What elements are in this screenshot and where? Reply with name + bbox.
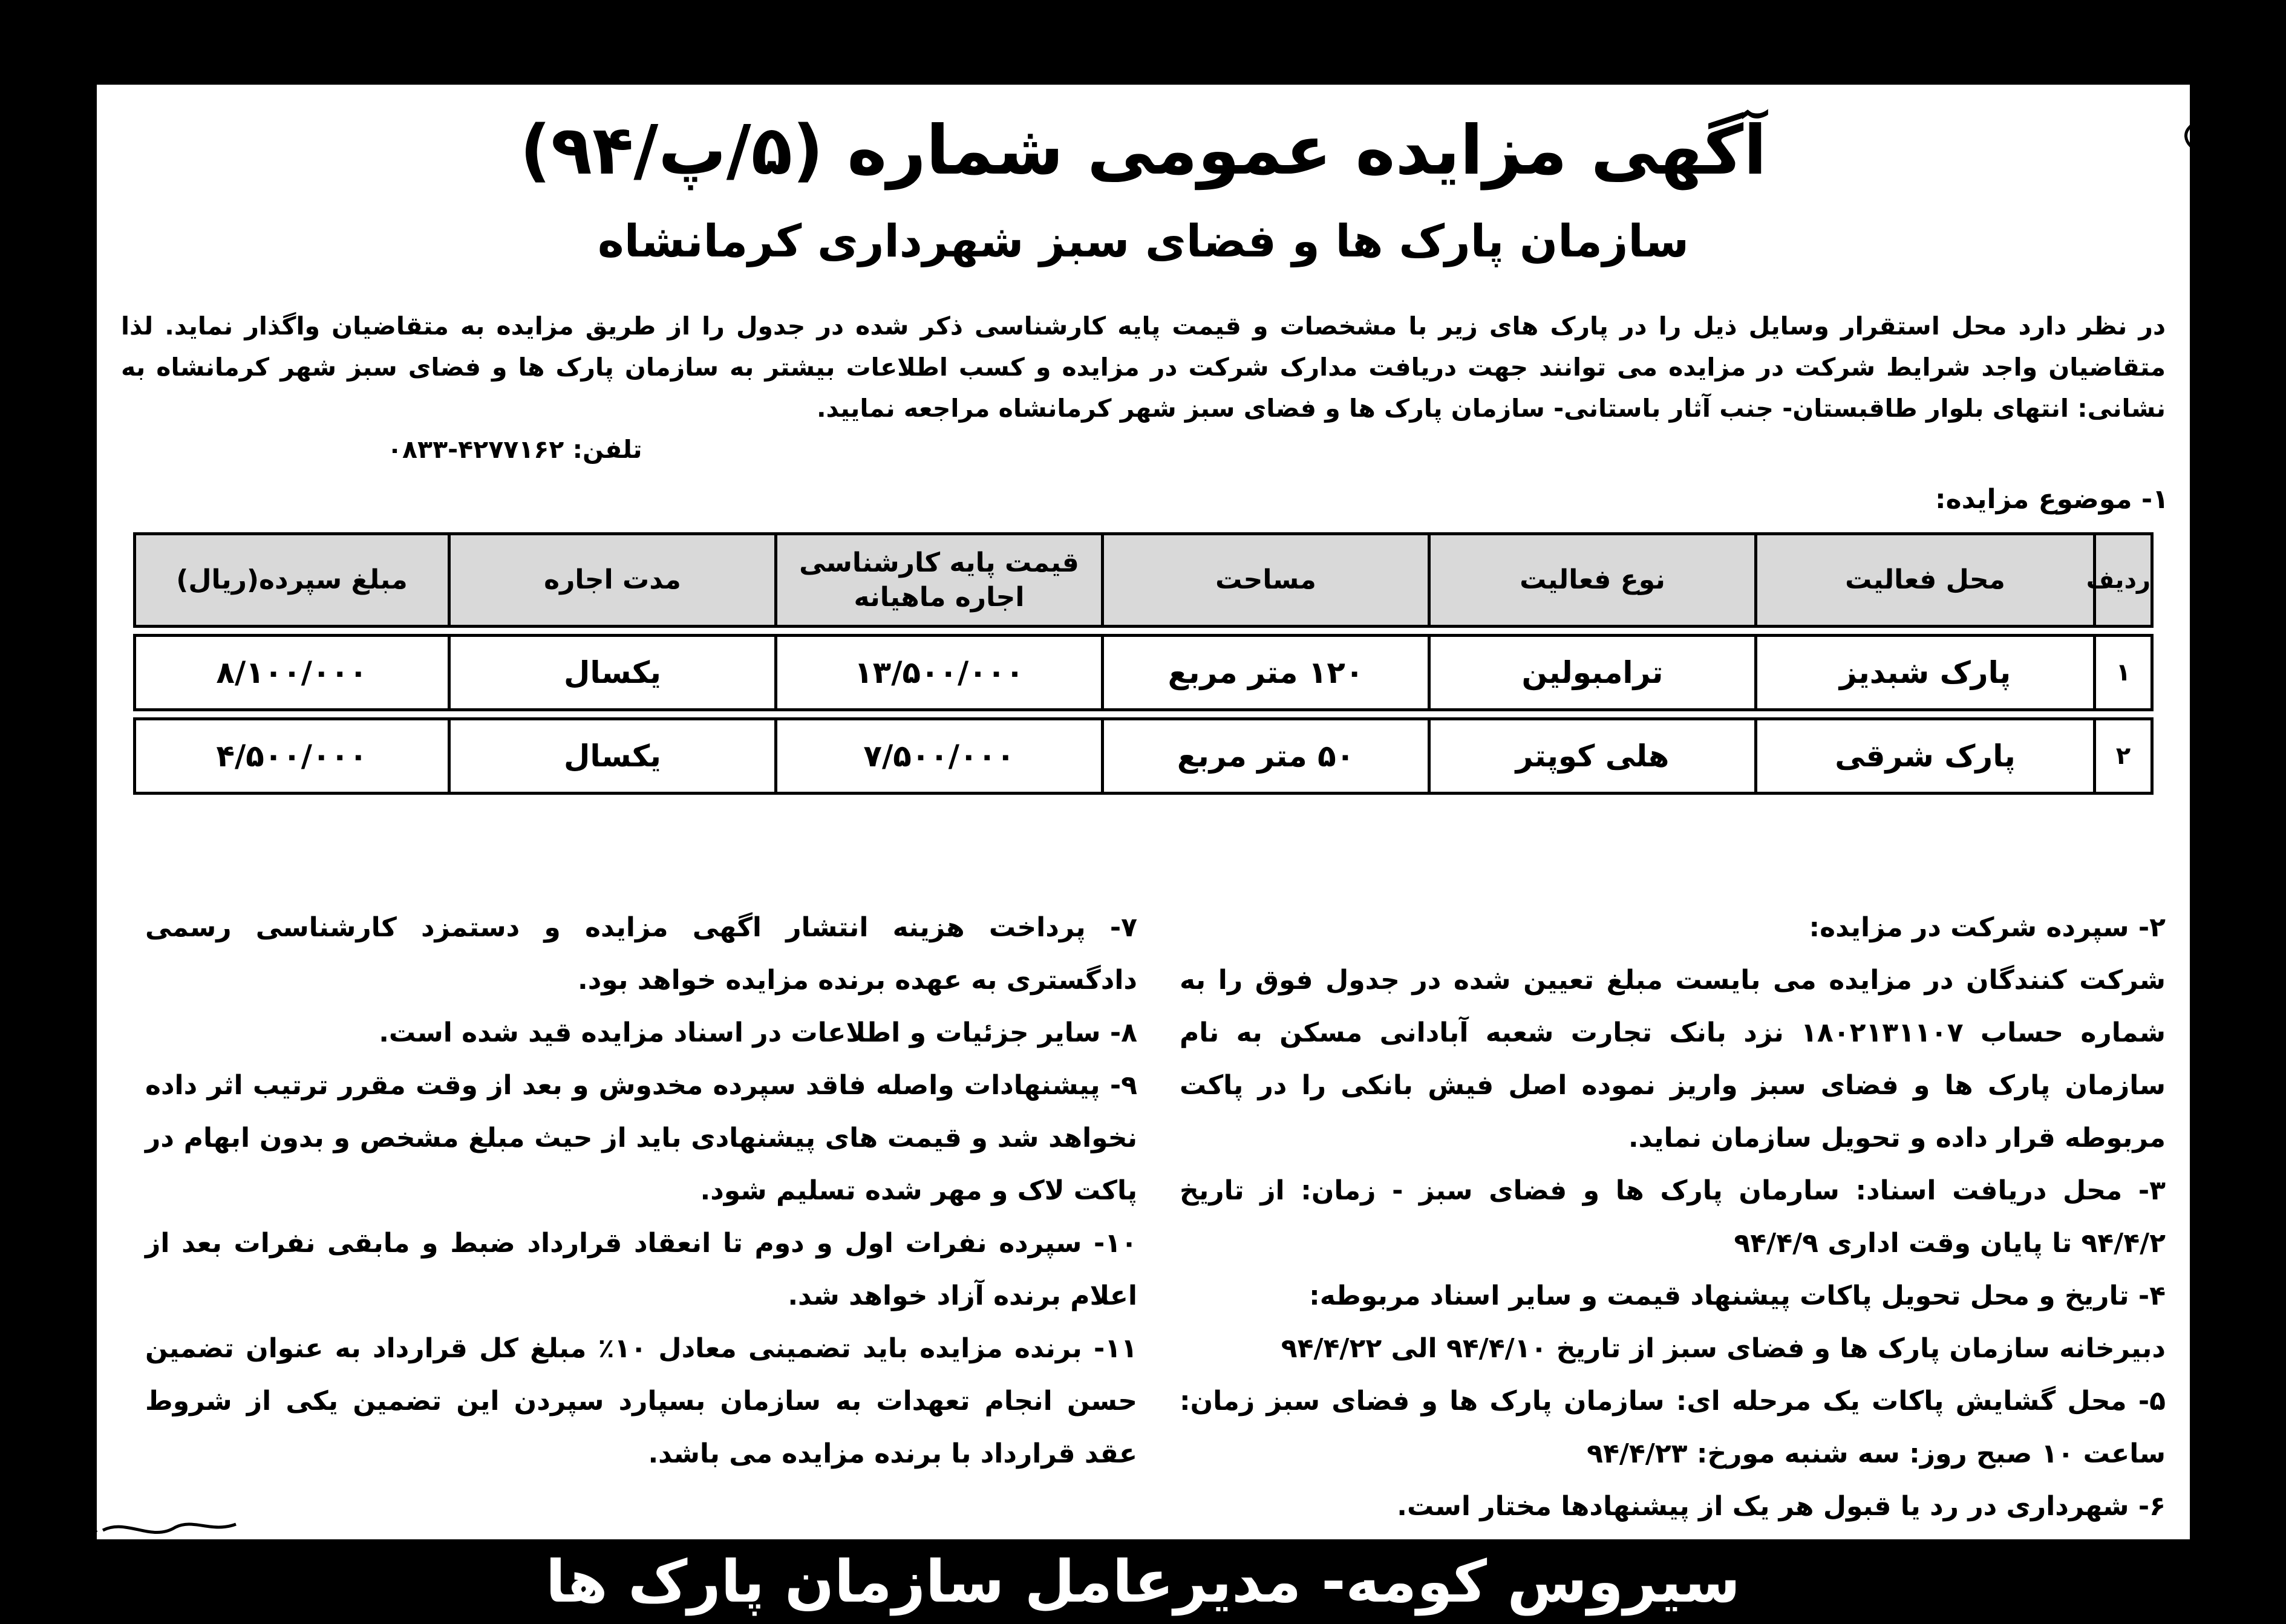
- auction-table: [133, 526, 2154, 801]
- cell-base-price: ۱۳/۵۰۰/۰۰۰: [774, 634, 1101, 711]
- header-row-number: ردیف: [2093, 532, 2154, 628]
- table-row: [133, 634, 2154, 711]
- condition-item: ۹- پیشنهادات واصله فاقد سپرده مخدوش و بعد از وقت مقرر ترتیب اثر داده نخواهد شد و قیمت های پیشنهادی باید از حیث مبلغ مشخص و بدون ابهام در پاکت لاک و مهر شده تسلیم شود.: [145, 1070, 1137, 1206]
- cell-deposit: ۸/۱۰۰/۰۰۰: [133, 634, 448, 711]
- cell-area: ۱۲۰ متر مربع: [1101, 634, 1428, 711]
- condition-item: ۶- شهرداری در رد یا قبول هر یک از پیشنهادها مختار است.: [1397, 1491, 2166, 1522]
- intro-text: در نظر دارد محل استقرار وسایل ذیل را در پارک های زیر با مشخصات و قیمت پایه کارشناسی ذکر شده در جدول را از طریق مزایده به متقاضیان واگذار نماید. لذا متقاضیان واجد شرایط شرکت در مزایده می توانند جهت دریافت مدارک شرکت در مزایده و کسب اطلاعات بیشتر به سازمان پارک ها و فضای سبز شهر کرمانشاه به نشانی: انتهای بلوار طاقبستان- جنب آثار باستانی- سازمان پارک ها و فضای سبز شهر کرمانشاه مراجعه نمایید.: [121, 311, 2166, 423]
- cell-location: پارک شبدیز: [1754, 634, 2093, 711]
- condition-item: ۷- پرداخت هزینه انتشار اگهی مزایده و دستمزد کارشناسی رسمی دادگستری به عهده برنده مزایده خواهد بود.: [145, 912, 1137, 996]
- notice-title: آگهی مزایده عمومی شماره (۵/پ/۹۴): [520, 111, 1767, 190]
- conditions-section: [121, 901, 2166, 1585]
- cell-area: ۵۰ متر مربع: [1101, 717, 1428, 795]
- cell-duration: یکسال: [448, 634, 774, 711]
- condition-item: ۲- سپرده شرکت در مزایده:: [1809, 912, 2166, 943]
- header-base-price: قیمت پایه کارشناسی اجاره ماهیانه: [774, 532, 1101, 628]
- table-header-row: [133, 532, 2154, 628]
- phone-number: تلفن: ۴۲۷۷۱۶۲-۰۸۳۳: [387, 435, 642, 464]
- header-duration: مدت اجاره: [448, 532, 774, 628]
- cell-activity: هلی کوپتر: [1428, 717, 1754, 795]
- table-row: [133, 717, 2154, 795]
- condition-item: ۱۱- برنده مزایده باید تضمینی معادل ۱۰٪ مبلغ کل قرارداد به عنوان تضمین حسن انجام تعهدات به سازمان بسپارد سپردن این تضمین یکی از شروط عقد قرارداد با برنده مزایده می باشد.: [145, 1333, 1138, 1469]
- conditions-right-column: [1180, 901, 2166, 1533]
- condition-item: دبیرخانه سازمان پارک ها و فضای سبز از تاریخ ۹۴/۴/۱۰ الی ۹۴/۴/۲۲: [1281, 1333, 2166, 1364]
- header-deposit: مبلغ سپرده(ریال): [133, 532, 448, 628]
- header-location: محل فعالیت: [1754, 532, 2093, 628]
- conditions-left-column: [145, 901, 1137, 1480]
- condition-item: ۱۰- سپرده نفرات اول و دوم تا انعقاد قرارداد ضبط و مابقی نفرات بعد از اعلام برنده آزاد خواهد شد.: [145, 1228, 1137, 1311]
- cell-base-price: ۷/۵۰۰/۰۰۰: [774, 717, 1101, 795]
- condition-item: ۳- محل دریافت اسناد: سارمان پارک ها و فضای سبز - زمان: از تاریخ ۹۴/۴/۲ تا پایان وقت اداری ۹۴/۴/۹: [1180, 1175, 2166, 1259]
- cell-row-number: ۲: [2093, 717, 2154, 795]
- cell-activity: ترامبولین: [1428, 634, 1754, 711]
- cell-row-number: ۱: [2093, 634, 2154, 711]
- condition-item: ۸- سایر جزئیات و اطلاعات در اسناد مزایده قید شده است.: [379, 1017, 1137, 1048]
- signature-footer: سیروس کومه- مدیرعامل سازمان پارک ها: [546, 1548, 1740, 1616]
- notice-panel: [97, 85, 2190, 1539]
- header-activity: نوع فعالیت: [1428, 532, 1754, 628]
- cell-deposit: ۴/۵۰۰/۰۰۰: [133, 717, 448, 795]
- cell-duration: یکسال: [448, 717, 774, 795]
- intro-paragraph: [121, 305, 2166, 470]
- condition-item: شرکت کنندگان در مزایده می بایست مبلغ تعیین شده در جدول فوق را به شماره حساب ۱۸۰۲۱۳۱۱۰۷ نزد بانک تجارت شعبه آبادانی مسکن به نام سازمان پارک ها و فضای سبز واریز نموده اصل فیش بانکی را در پاکت مربوطه قرار داده و تحویل سازمان نماید.: [1180, 965, 2166, 1153]
- organization-subtitle: سازمان پارک ها و فضای سبز شهرداری کرمانشاه: [598, 215, 1689, 267]
- condition-item: ۴- تاریخ و محل تحویل پاکات پیشنهاد قیمت و سایر اسناد مربوطه:: [1309, 1280, 2166, 1311]
- subject-heading: ۱- موضوع مزایده:: [1935, 484, 2169, 515]
- condition-item: ۵- محل گشایش پاکات یک مرحله ای: سازمان پارک ها و فضای سبز زمان: ساعت ۱۰ صبح روز: سه شنبه مورخ: ۹۴/۴/۲۳: [1180, 1386, 2166, 1469]
- header-area: مساحت: [1101, 532, 1428, 628]
- cell-location: پارک شرقی: [1754, 717, 2093, 795]
- phone-line: [121, 429, 2166, 470]
